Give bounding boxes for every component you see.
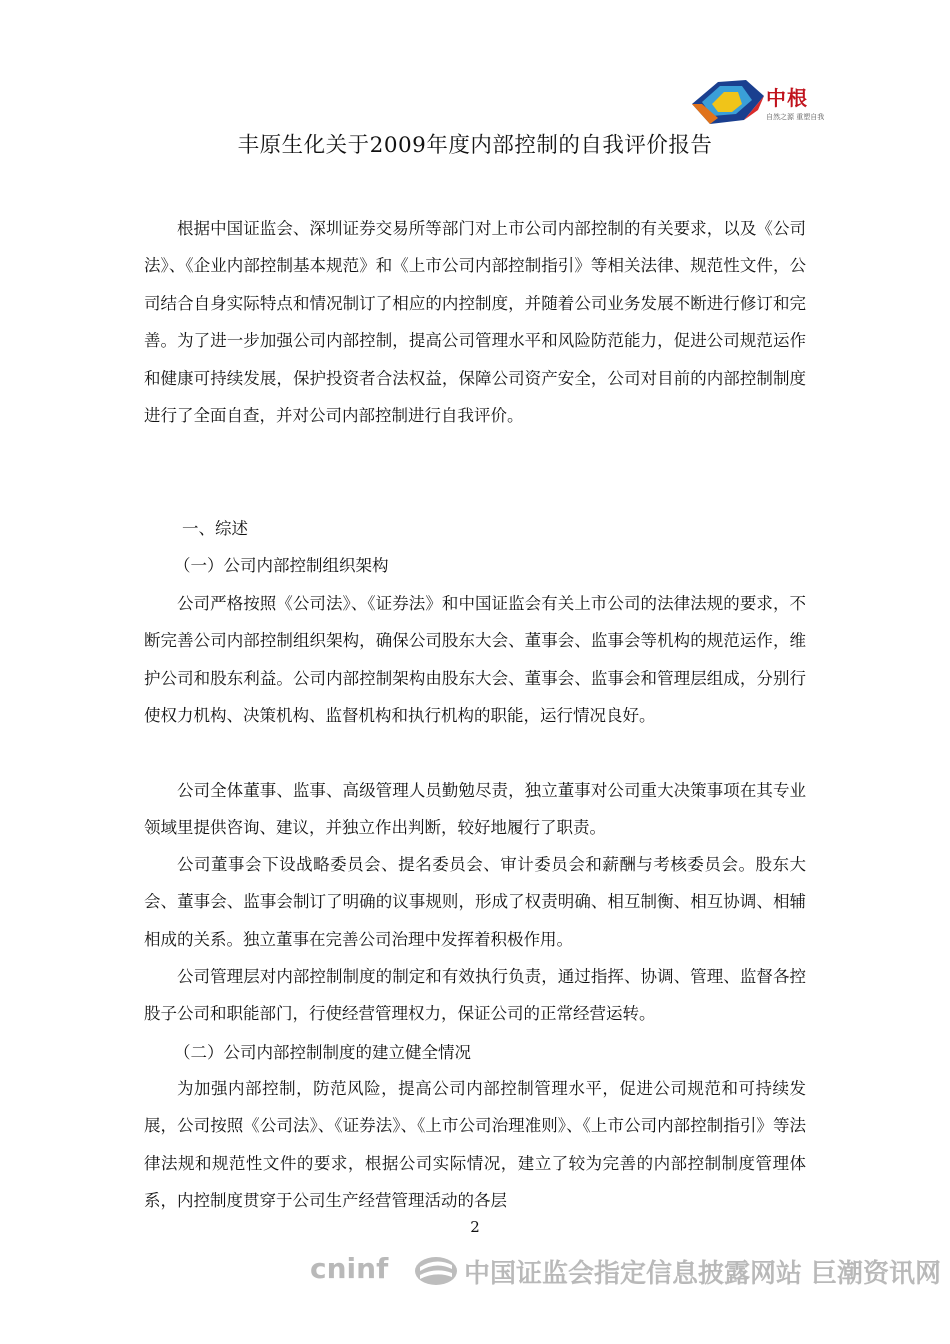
paragraph-management: 公司管理层对内部控制制度的制定和有效执行负责，通过指挥、协调、管理、监督各控股子公司和职能部门，行使经营管理权力，保证公司的正常经营运转。 — [144, 967, 806, 1024]
logo-emblem-icon — [688, 74, 768, 130]
logo-slogan: 自然之源 重塑自我 — [766, 113, 825, 121]
cninf-swirl-icon — [412, 1254, 460, 1288]
subsection-heading-system: （二）公司内部控制制度的建立健全情况 — [174, 1043, 471, 1062]
section-heading-overview: 一、综述 — [182, 519, 248, 538]
subsection-heading-structure: （一）公司内部控制组织架构 — [174, 556, 389, 575]
paragraph-org-structure: 公司严格按照《公司法》、《证券法》和中国证监会有关上市公司的法律法规的要求，不断完善公司内部控制组织架构，确保公司股东大会、董事会、监事会等机构的规范运作，维护公司和股东利益。公司内部控制架构由股东大会、董事会、监事会和管理层组成，分别行使权力机构、决策机构、监督机构和执行机构的职能，运行情况良好。 — [144, 594, 806, 726]
company-logo — [688, 74, 825, 130]
footer-site-name: 中国证监会指定信息披露网站 巨潮资讯网 — [464, 1259, 942, 1289]
paragraph-control-system: 为加强内部控制，防范风险，提高公司内部控制管理水平，促进公司规范和可持续发展，公司按照《公司法》、《证券法》、《上市公司治理准则》、《上市公司内部控制指引》等法律法规和规范性文件的要求，根据公司实际情况，建立了较为完善的内部控制制度管理体系，内控制度贯穿于公司生产经营管理活动的各层 — [144, 1079, 806, 1211]
paragraph-committees: 公司董事会下设战略委员会、提名委员会、审计委员会和薪酬与考核委员会。股东大会、董事会、监事会制订了明确的议事规则，形成了权责明确、相互制衡、相互协调、相辅相成的关系。独立董事在完善公司治理中发挥着积极作用。 — [144, 855, 806, 949]
paragraph-directors: 公司全体董事、监事、高级管理人员勤勉尽责，独立董事对公司重大决策事项在其专业领域里提供咨询、建议，并独立作出判断，较好地履行了职责。 — [144, 781, 806, 838]
document-title: 丰原生化关于2009年度内部控制的自我评价报告 — [237, 133, 713, 158]
intro-paragraph: 根据中国证监会、深圳证券交易所等部门对上市公司内部控制的有关要求，以及《公司法》、《企业内部控制基本规范》和《上市公司内部控制指引》等相关法律、规范性文件，公司结合自身实际特点和情况制订了相应的内控制度，并随着公司业务发展不断进行修订和完善。为了进一步加强公司内部控制，提高公司管理水平和风险防范能力，促进公司规范运作和健康可持续发展，保护投资者合法权益，保障公司资产安全，公司对目前的内部控制制度进行了全面自查，并对公司内部控制进行自我评价。 — [144, 219, 806, 426]
logo-brand-text: 中根 — [766, 86, 808, 110]
footer-brand: cninf — [310, 1252, 389, 1285]
page-number: 2 — [470, 1218, 480, 1236]
